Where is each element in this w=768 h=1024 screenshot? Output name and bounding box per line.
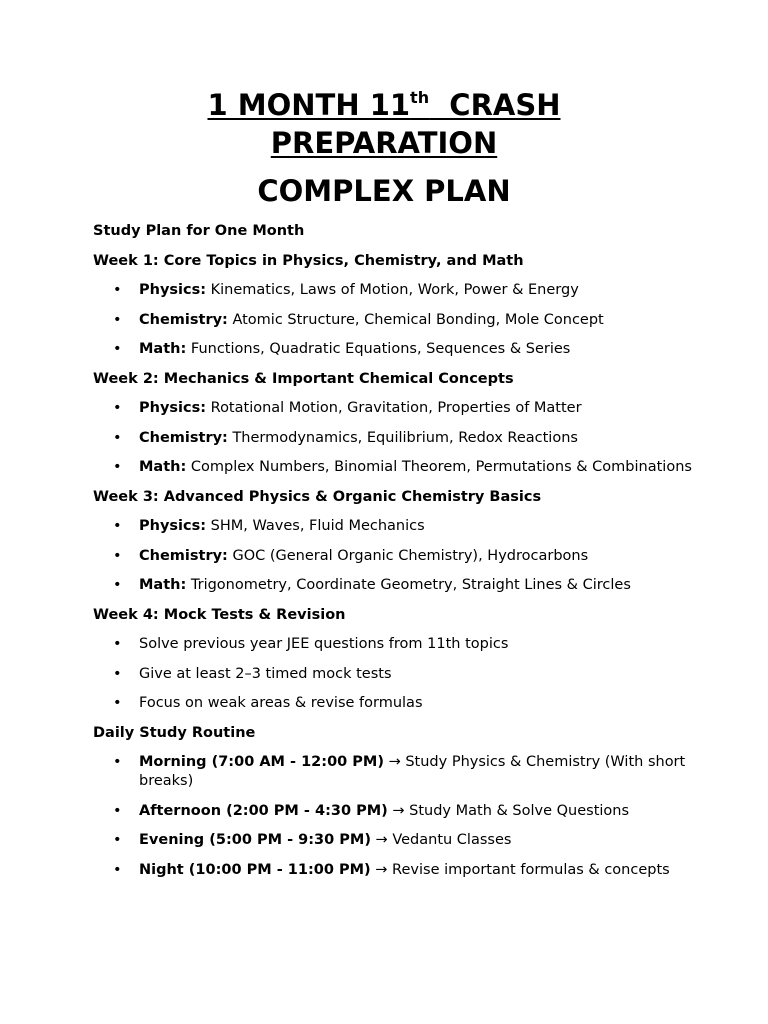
item-label: Evening (5:00 PM - 9:30 PM) [139,832,371,848]
intro-heading: Study Plan for One Month [93,223,305,239]
list-item [93,802,693,821]
list-item [93,753,693,791]
title-line-1 [207,88,560,122]
bullet-icon: • [113,577,122,593]
bullet-icon: • [113,754,122,770]
week3-heading: Week 3: Advanced Physics & Organic Chemistry Basics [93,488,542,505]
item-text: Functions, Quadratic Equations, Sequences & Series [186,341,571,357]
list-item [93,635,693,654]
item-text: Atomic Structure, Chemical Bonding, Mole Concept [227,311,604,328]
item-text: SHM, Waves, Fluid Mechanics [206,518,425,534]
item-text: Trigonometry, Coordinate Geometry, Straight Lines & Circles [186,577,631,593]
bullet-icon: • [113,636,122,652]
list-item [93,665,693,684]
item-label: Morning (7:00 AM - 12:00 PM) [139,754,384,770]
list-item [93,340,693,359]
list-item [93,429,693,448]
item-text: → Study Math & Solve Questions [387,802,630,819]
title-superscript: th [410,88,430,107]
item-text: Solve previous year JEE questions from 11th topics [139,636,509,652]
list-item [93,861,693,880]
list-item [93,576,693,595]
item-label: Physics: [139,518,207,534]
title-text-b: CRASH [429,88,561,122]
list-item [93,547,693,566]
item-label: Afternoon (2:00 PM - 4:30 PM) [139,802,388,819]
bullet-icon: • [113,695,122,711]
list-item [93,694,693,713]
item-label: Chemistry: [139,429,228,446]
item-label: Math: [139,459,187,475]
bullet-icon: • [113,341,122,357]
item-text: → Study Physics & Chemistry (With short breaks) [139,754,686,789]
item-text: → Revise important formulas & concepts [370,861,670,878]
item-text: GOC (General Organic Chemistry), Hydrocarbons [227,547,589,564]
document-body [93,222,693,890]
list-item [93,281,693,300]
list-item [93,831,693,850]
bullet-icon: • [113,282,122,298]
item-text: → Vedantu Classes [370,832,512,848]
item-text: Kinematics, Laws of Motion, Work, Power & Energy [206,282,579,298]
item-label: Night (10:00 PM - 11:00 PM) [139,861,371,878]
item-text: Rotational Motion, Gravitation, Properties of Matter [206,400,582,416]
item-label: Math: [139,577,187,593]
bullet-icon: • [113,832,122,848]
bullet-icon: • [113,459,122,475]
bullet-icon: • [113,518,122,534]
item-text: Give at least 2–3 timed mock tests [139,665,392,682]
week2-heading: Week 2: Mechanics & Important Chemical Concepts [93,370,514,387]
list-item [93,458,693,477]
list-item [93,311,693,330]
item-label: Math: [139,341,187,357]
week4-heading: Week 4: Mock Tests & Revision [93,606,346,623]
week1-heading: Week 1: Core Topics in Physics, Chemistry, and Math [93,252,524,269]
item-label: Physics: [139,400,207,416]
item-text: Focus on weak areas & revise formulas [139,695,423,711]
item-text: Thermodynamics, Equilibrium, Redox Reactions [227,429,578,446]
title-line-2: PREPARATION [270,126,498,160]
item-label: Physics: [139,282,207,298]
bullet-icon: • [113,547,122,564]
title-text-a: 1 MONTH 11 [207,88,411,122]
bullet-icon: • [113,400,122,416]
bullet-icon: • [113,311,122,328]
routine-heading: Daily Study Routine [93,724,256,741]
page-title [0,86,768,162]
item-label: Chemistry: [139,311,228,328]
item-label: Chemistry: [139,547,228,564]
bullet-icon: • [113,861,122,878]
bullet-icon: • [113,802,122,819]
list-item [93,399,693,418]
list-item [93,517,693,536]
bullet-icon: • [113,665,122,682]
item-text: Complex Numbers, Binomial Theorem, Permutations & Combinations [186,459,692,475]
page-subtitle: COMPLEX PLAN [257,174,511,208]
bullet-icon: • [113,429,122,446]
